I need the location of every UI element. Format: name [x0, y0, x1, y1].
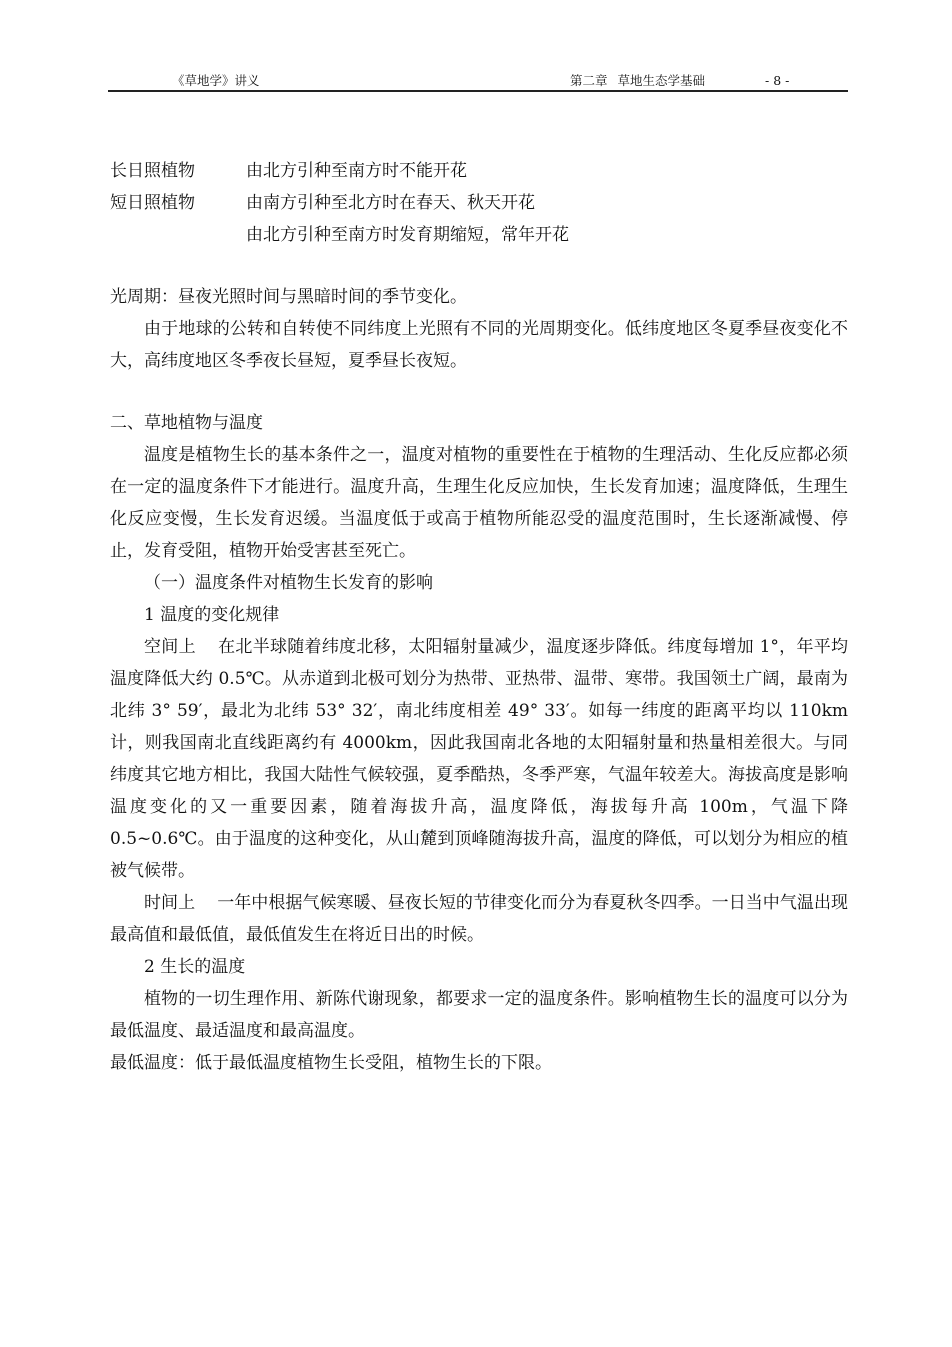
header-doc-title: 《草地学》讲义 [172, 73, 260, 88]
plant-row-short-day-2 [110, 219, 848, 251]
time-paragraph [110, 887, 848, 951]
plant-desc: 由北方引种至南方时发育期缩短，常年开花 [246, 225, 569, 245]
header-chapter-info [570, 71, 789, 89]
space-paragraph [110, 631, 848, 887]
spacer [110, 377, 848, 407]
photoperiod-explanation: 由于地球的公转和自转使不同纬度上光照有不同的光周期变化。低纬度地区冬夏季昼夜变化不大，高纬度地区冬季夜长昼短，夏季昼长夜短。 [110, 319, 848, 371]
page-header [108, 68, 848, 92]
growth-paragraph: 植物的一切生理作用、新陈代谢现象，都要求一定的温度条件。影响植物生长的温度可以分为最低温度、最适温度和最高温度。 [110, 989, 848, 1041]
section-intro: 温度是植物生长的基本条件之一，温度对植物的重要性在于植物的生理活动、生化反应都必须在一定的温度条件下才能进行。温度升高，生理生化反应加快，生长发育加速；温度降低，生理生化反应变慢，生长发育迟缓。当温度低于或高于植物所能忍受的温度范围时，生长逐渐减慢、停止，发育受阻，植物开始受害甚至死亡。 [110, 445, 848, 561]
subsection-heading: （一）温度条件对植物生长发育的影响 [144, 573, 433, 593]
page-body [110, 155, 848, 1079]
header-chapter-title: 草地生态学基础 [617, 73, 706, 88]
plant-row-long-day [110, 155, 848, 187]
header-page-number: - 8 - [765, 73, 790, 88]
plant-term: 长日照植物 [110, 161, 195, 181]
plant-desc: 由北方引种至南方时不能开花 [246, 161, 467, 181]
plant-row-short-day [110, 187, 848, 219]
section-heading: 二、草地植物与温度 [110, 413, 263, 433]
photoperiod-definition: 光周期：昼夜光照时间与黑暗时间的季节变化。 [110, 287, 467, 307]
space-label: 空间上 [144, 637, 196, 657]
item-heading-1: 1 温度的变化规律 [144, 605, 280, 625]
plant-desc: 由南方引种至北方时在春天、秋天开花 [246, 193, 535, 213]
header-chapter: 第二章 [570, 73, 608, 88]
time-text: 一年中根据气候寒暖、昼夜长短的节律变化而分为春夏秋冬四季。一日当中气温出现最高值和最低值，最低值发生在将近日出的时候。 [110, 893, 849, 945]
min-temp-definition: 最低温度：低于最低温度植物生长受阻，植物生长的下限。 [110, 1053, 552, 1073]
spacer [110, 251, 848, 281]
item-heading-2: 2 生长的温度 [144, 957, 246, 977]
time-label: 时间上 [144, 893, 196, 913]
plant-term: 短日照植物 [110, 193, 195, 213]
space-text: 在北半球随着纬度北移，太阳辐射量减少，温度逐步降低。纬度每增加 1°，年平均温度降低大约 0.5℃。从赤道到北极可划分为热带、亚热带、温带、寒带。我国领土广阔，最南为北纬 3° 59′，最北为北纬 53° 32′，南北纬度相差 49° 33′。如每一纬度的距离平均以 110km 计，则我国南北直线距离约有 4000km，因此我国南北各地的太阳辐射量和热量相差很大。与同纬度其它地方相比，我国大陆性气候较强，夏季酷热，冬季严寒，气温年较差大。海拔高度是影响温度变化的又一重要因素，随着海拔升高，温度降低，海拔每升高 100m，气温下降 0.5~0.6℃。由于温度的这种变化，从山麓到顶峰随海拔升高，温度的降低，可以划分为相应的植被气候带。 [110, 637, 849, 881]
